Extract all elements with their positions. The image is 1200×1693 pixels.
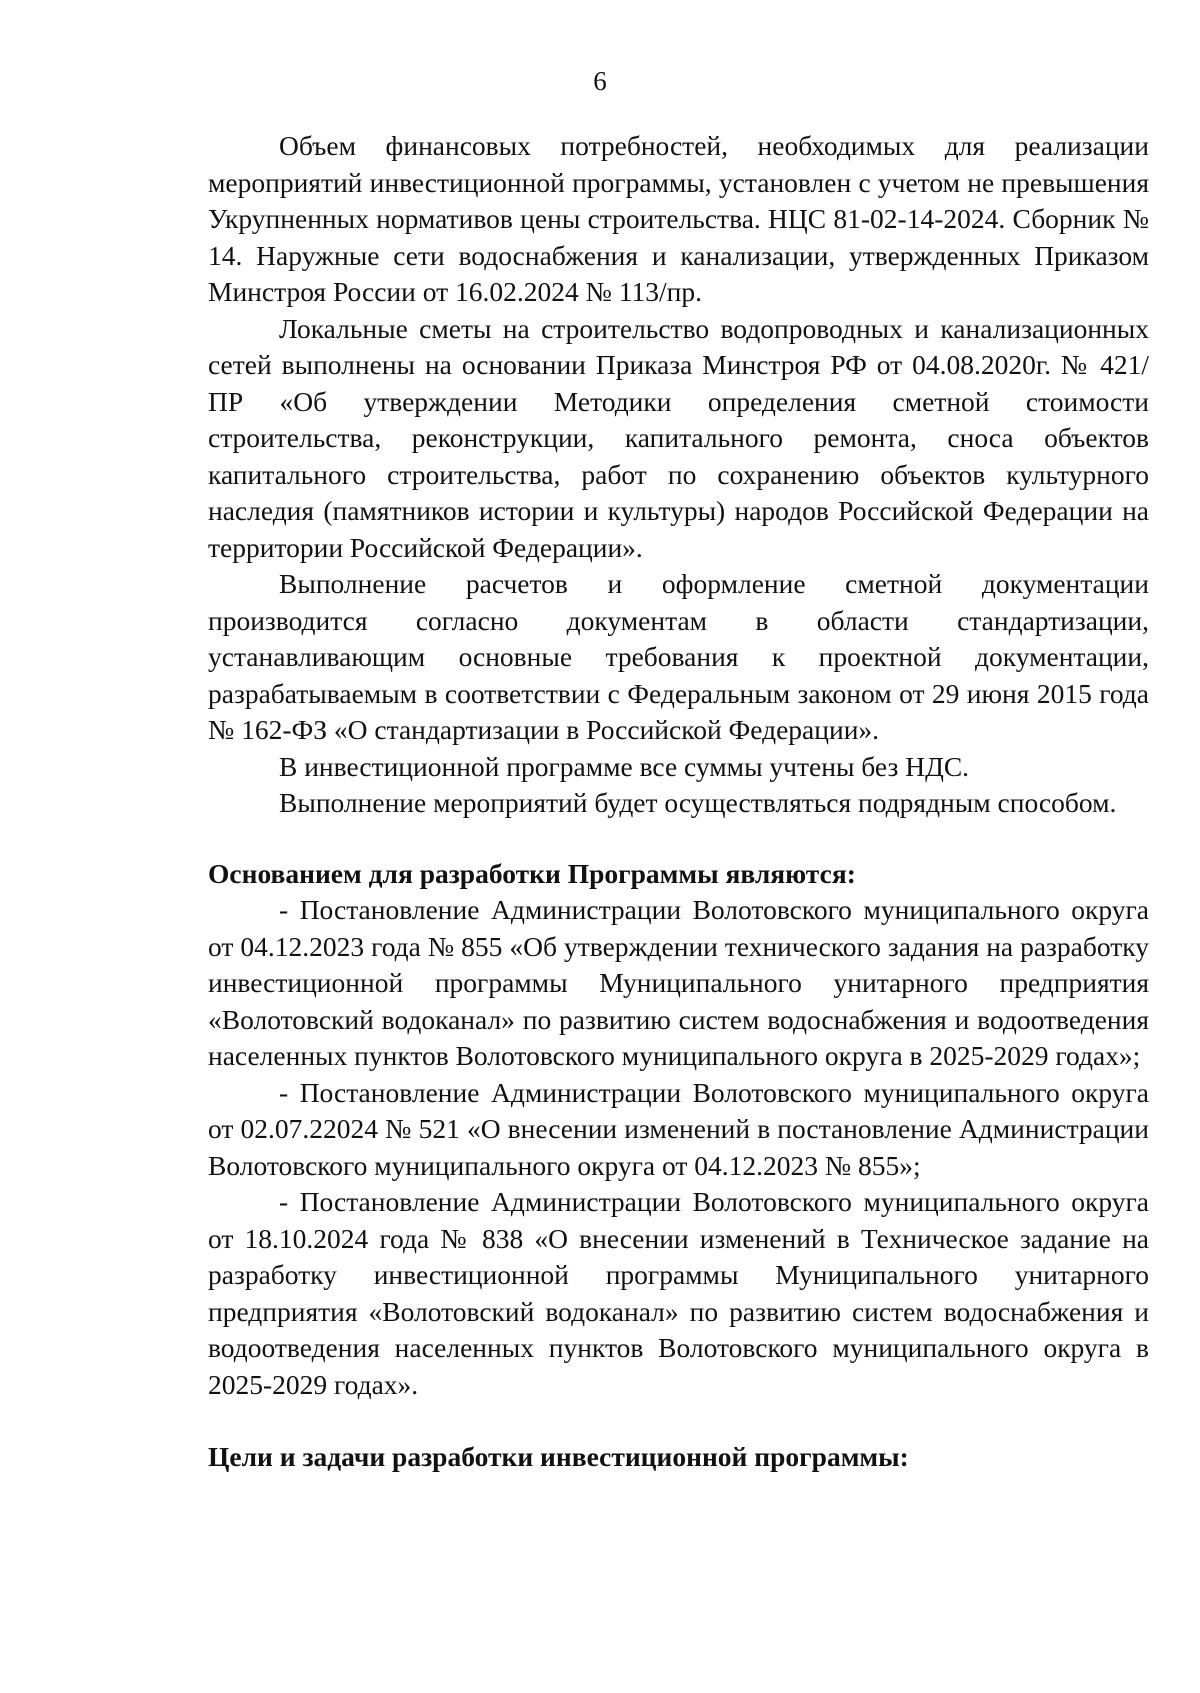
page-number: 6 (593, 66, 607, 96)
basis-item: - Постановление Администрации Волотовского муниципального округа от 18.10.2024 года № 838 «О внесении изменений в Техническое задание на разработку инвестиционной программы Муниципального унитарного предприятия «Волотовский водоканал» по развитию систем водоснабжения и водоотведения населенных пунктов Волотовского муниципального округа в 2025-2029 годах». (208, 1186, 1149, 1400)
section-heading-goals: Цели и задачи разработки инвестиционной программы: (208, 1441, 909, 1472)
section-spacer (208, 1403, 1149, 1439)
document-body (208, 128, 1149, 1476)
basis-item: - Постановление Администрации Волотовского муниципального округа от 02.07.22024 № 521 «О внесении изменений в постановление Администрации Волотовского муниципального округа от 04.12.2023 № 855»; (208, 1076, 1149, 1181)
paragraph-vat-note: В инвестиционной программе все суммы учтены без НДС. (279, 750, 970, 782)
paragraph-estimate-documentation: Выполнение расчетов и оформление сметной документации производится согласно документам в области стандартизации, устанавливающим основные требования к проектной документации, разрабатываемым в соответствии с Федеральным законом от 29 июня 2015 года № 162-ФЗ «О стандартизации в Российской Федерации». (208, 568, 1149, 745)
basis-item: - Постановление Администрации Волотовского муниципального округа от 04.12.2023 года № 855 «Об утверждении технического задания на разработку инвестиционной программы Муниципального унитарного предприятия «Волотовский водоканал» по развитию систем водоснабжения и водоотведения населенных пунктов Волотовского муниципального округа в 2025-2029 годах»; (208, 894, 1149, 1071)
paragraph-contract-method: Выполнение мероприятий будет осуществляться подрядным способом. (279, 787, 1117, 818)
section-heading-basis: Основанием для разработки Программы являются: (208, 857, 856, 889)
paragraph-financial-needs: Объем финансовых потребностей, необходимых для реализации мероприятий инвестиционной программы, установлен с учетом не превышения Укрупненных нормативов цены строительства. НЦС 81-02-14-2024. Сборник № 14. Наружные сети водоснабжения и канализации, утвержденных Приказом Минстроя России от 16.02.2024 № 113/пр. (208, 130, 1149, 307)
paragraph-local-estimates: Локальные сметы на строительство водопроводных и канализационных сетей выполнены на основании Приказа Минстроя РФ от 04.08.2020г. № 421/ПР «Об утверждении Методики определения сметной стоимости строительства, реконструкции, капитального ремонта, сноса объектов капитального строительства, работ по сохранению объектов культурного наследия (памятников истории и культуры) народов Российской Федерации на территории Российской Федерации». (208, 312, 1149, 563)
section-spacer (208, 822, 1149, 856)
